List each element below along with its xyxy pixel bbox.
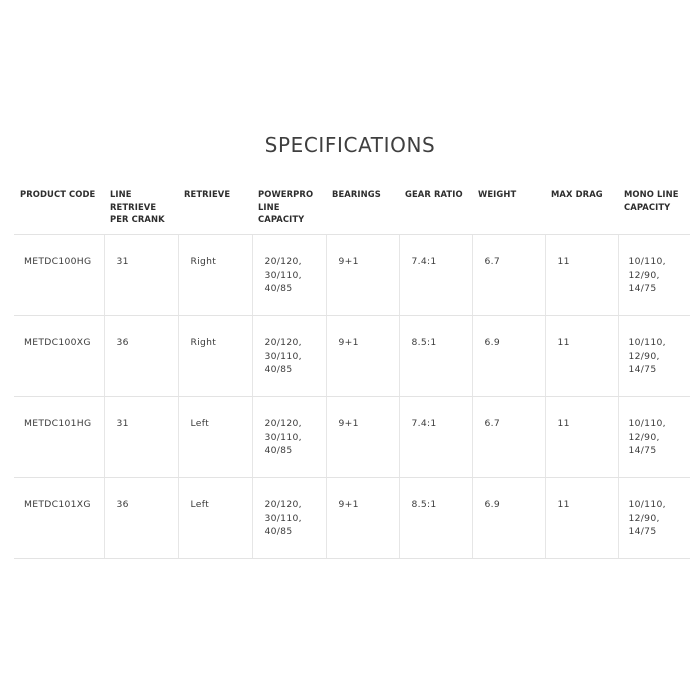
cell-powerpro-capacity bbox=[252, 316, 326, 397]
cell-gear-ratio: 7.4:1 bbox=[399, 235, 472, 316]
cell-powerpro-capacity bbox=[252, 235, 326, 316]
cell-gear-ratio: 8.5:1 bbox=[399, 316, 472, 397]
mono-line-2: 12/90, bbox=[628, 269, 660, 281]
header-line-retrieve-per-crank: LINE RETRIEVE PER CRANK bbox=[104, 188, 178, 235]
cell-max-drag: 11 bbox=[545, 235, 618, 316]
cell-product-code: METDC100HG bbox=[14, 235, 104, 316]
powerpro-line-3: 40/85 bbox=[264, 364, 293, 375]
header-retrieve: RETRIEVE bbox=[178, 188, 252, 235]
mono-line-3: 14/75 bbox=[628, 283, 657, 294]
cell-mono-capacity bbox=[618, 478, 690, 559]
powerpro-line-3: 40/85 bbox=[264, 445, 293, 456]
cell-powerpro-capacity bbox=[252, 478, 326, 559]
cell-powerpro-capacity bbox=[252, 397, 326, 478]
table-row bbox=[14, 316, 690, 397]
powerpro-line-1: 20/120, bbox=[264, 418, 302, 429]
powerpro-line-1: 20/120, bbox=[264, 337, 302, 348]
cell-mono-capacity bbox=[618, 397, 690, 478]
mono-line-1: 10/110, bbox=[628, 337, 666, 348]
powerpro-line-1: 20/120, bbox=[264, 499, 302, 510]
powerpro-line-2: 30/110, bbox=[264, 512, 302, 524]
header-bearings: BEARINGS bbox=[326, 188, 399, 235]
cell-gear-ratio: 7.4:1 bbox=[399, 397, 472, 478]
cell-mono-capacity bbox=[618, 235, 690, 316]
page-title: SPECIFICATIONS bbox=[264, 133, 436, 157]
table-row bbox=[14, 478, 690, 559]
mono-line-2: 12/90, bbox=[628, 512, 660, 524]
powerpro-line-1: 20/120, bbox=[264, 256, 302, 267]
specifications-table bbox=[14, 188, 690, 559]
mono-line-1: 10/110, bbox=[628, 256, 666, 267]
mono-line-2: 12/90, bbox=[628, 431, 660, 443]
powerpro-line-2: 30/110, bbox=[264, 269, 302, 281]
cell-line-retrieve: 36 bbox=[104, 316, 178, 397]
table-header-row bbox=[14, 188, 690, 235]
mono-line-1: 10/110, bbox=[628, 418, 666, 429]
cell-retrieve: Left bbox=[178, 397, 252, 478]
mono-line-3: 14/75 bbox=[628, 364, 657, 375]
cell-line-retrieve: 36 bbox=[104, 478, 178, 559]
powerpro-line-3: 40/85 bbox=[264, 526, 293, 537]
cell-bearings: 9+1 bbox=[326, 478, 399, 559]
cell-bearings: 9+1 bbox=[326, 235, 399, 316]
cell-max-drag: 11 bbox=[545, 478, 618, 559]
cell-retrieve: Right bbox=[178, 316, 252, 397]
cell-line-retrieve: 31 bbox=[104, 235, 178, 316]
cell-bearings: 9+1 bbox=[326, 316, 399, 397]
powerpro-line-2: 30/110, bbox=[264, 350, 302, 362]
cell-weight: 6.9 bbox=[472, 478, 545, 559]
cell-max-drag: 11 bbox=[545, 397, 618, 478]
cell-weight: 6.7 bbox=[472, 235, 545, 316]
mono-line-3: 14/75 bbox=[628, 526, 657, 537]
header-mono-line-capacity: MONO LINE CAPACITY bbox=[618, 188, 690, 235]
cell-product-code: METDC101HG bbox=[14, 397, 104, 478]
header-gear-ratio: GEAR RATIO bbox=[399, 188, 472, 235]
mono-line-3: 14/75 bbox=[628, 445, 657, 456]
powerpro-line-3: 40/85 bbox=[264, 283, 293, 294]
cell-gear-ratio: 8.5:1 bbox=[399, 478, 472, 559]
header-max-drag: MAX DRAG bbox=[545, 188, 618, 235]
header-weight: WEIGHT bbox=[472, 188, 545, 235]
cell-product-code: METDC101XG bbox=[14, 478, 104, 559]
cell-max-drag: 11 bbox=[545, 316, 618, 397]
header-powerpro-line-capacity: POWERPRO LINE CAPACITY bbox=[252, 188, 326, 235]
table-row bbox=[14, 397, 690, 478]
cell-retrieve: Left bbox=[178, 478, 252, 559]
mono-line-1: 10/110, bbox=[628, 499, 666, 510]
cell-weight: 6.9 bbox=[472, 316, 545, 397]
header-product-code: PRODUCT CODE bbox=[14, 188, 104, 235]
cell-bearings: 9+1 bbox=[326, 397, 399, 478]
mono-line-2: 12/90, bbox=[628, 350, 660, 362]
table-row bbox=[14, 235, 690, 316]
cell-retrieve: Right bbox=[178, 235, 252, 316]
powerpro-line-2: 30/110, bbox=[264, 431, 302, 443]
cell-line-retrieve: 31 bbox=[104, 397, 178, 478]
cell-product-code: METDC100XG bbox=[14, 316, 104, 397]
cell-mono-capacity bbox=[618, 316, 690, 397]
cell-weight: 6.7 bbox=[472, 397, 545, 478]
